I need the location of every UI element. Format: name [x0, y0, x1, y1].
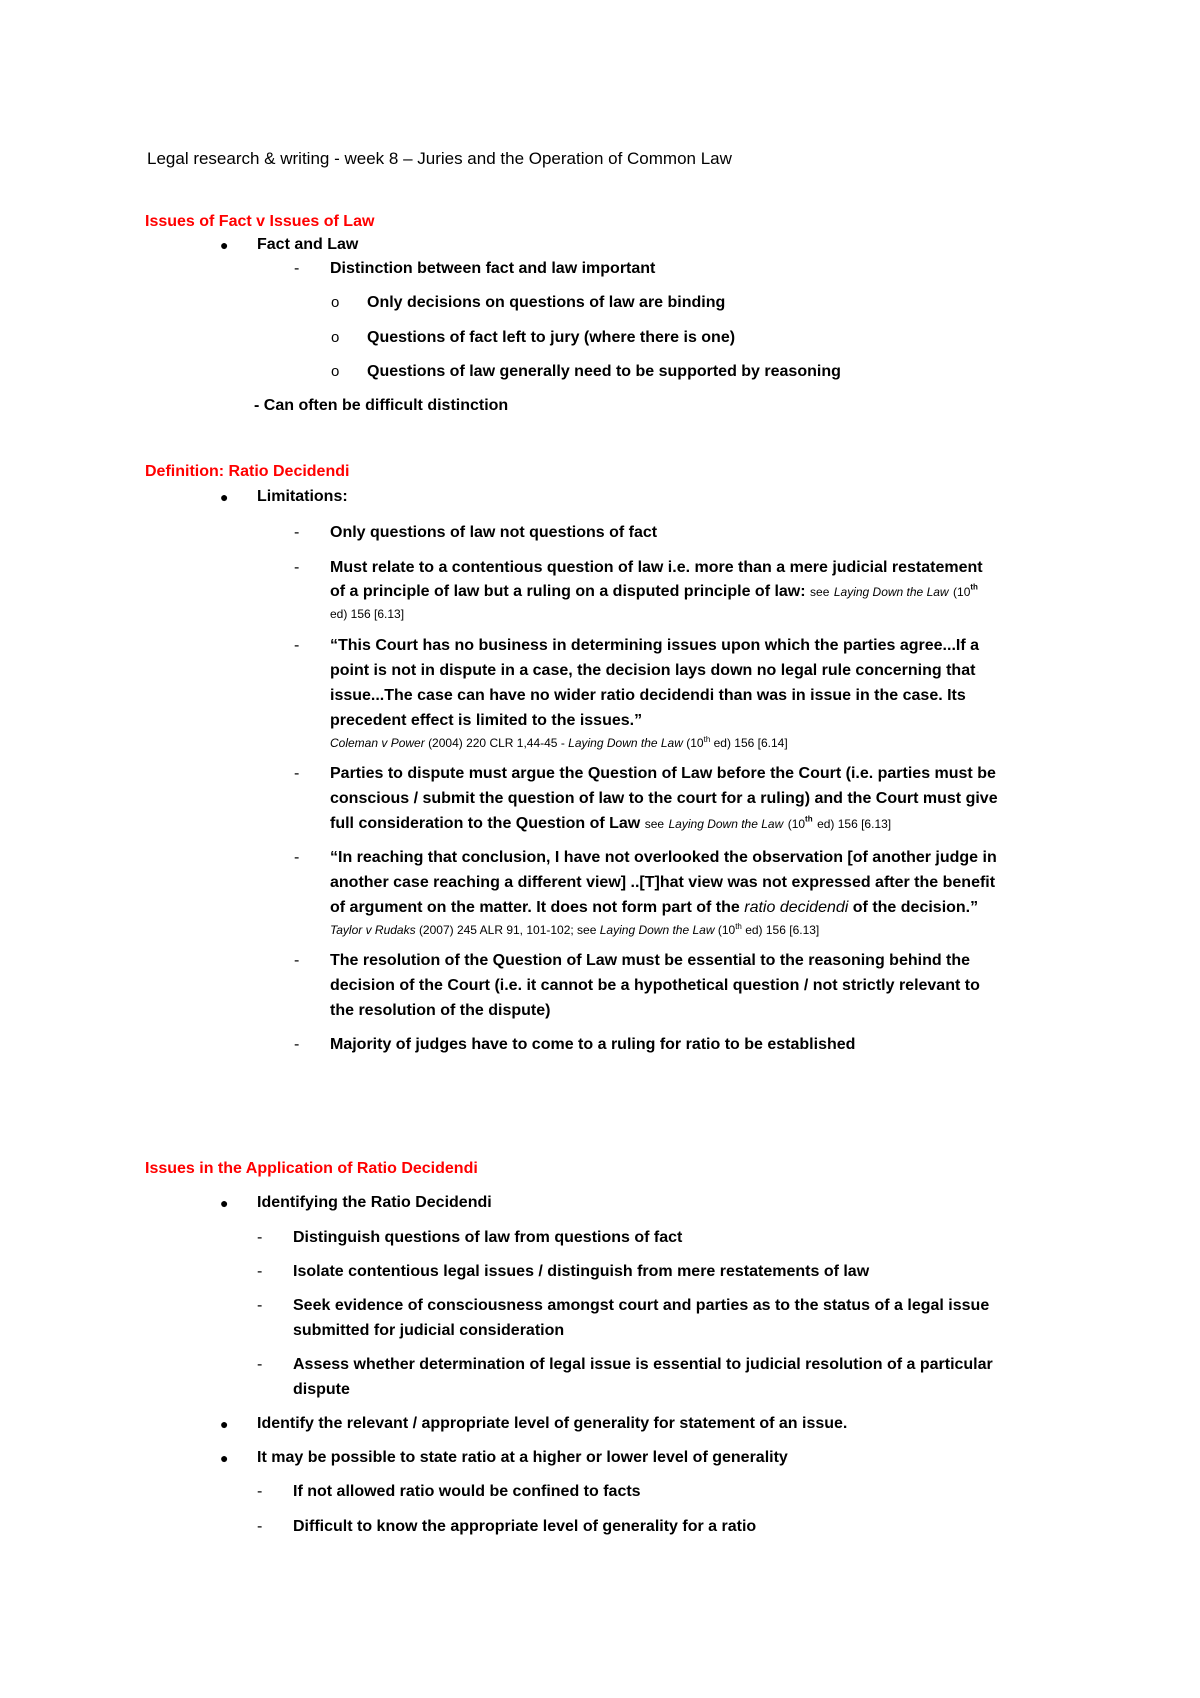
- dash-marker: -: [257, 1483, 263, 1500]
- dash-marker: -: [257, 1229, 263, 1246]
- item-assess-determination-line2: dispute: [293, 1381, 350, 1398]
- limitation-parties-argue-line3: full consideration to the Question of Law see Laying Down the Law (10th ed) 156 [6.13]: [330, 814, 892, 832]
- limitation-parties-argue-line2: conscious / submit the question of law to the court for a ruling) and the Court must give: [330, 790, 998, 807]
- limitation-majority: Majority of judges have to come to a ruling for ratio to be established: [330, 1036, 856, 1053]
- limitation-essential-line2: decision of the Court (i.e. it cannot be a hypothetical question / not strictly relevant to: [330, 977, 980, 994]
- quote-coleman-line2: point is not in dispute in a case, the decision lays down no legal rule concerning that: [330, 662, 976, 679]
- limitation-essential-line3: the resolution of the dispute): [330, 1002, 551, 1019]
- quote-taylor-line2: another case reaching a different view] ..[T]hat view was not expressed after the benefit: [330, 874, 996, 891]
- item-confined-to-facts: If not allowed ratio would be confined to facts: [293, 1483, 641, 1500]
- item-difficult-to-know: Difficult to know the appropriate level of generality for a ratio: [293, 1518, 757, 1535]
- limitation-contentious-line2: of a principle of law but a ruling on a disputed principle of law: see Laying Down the Law (10th: [330, 582, 978, 600]
- dash-marker: -: [294, 260, 300, 277]
- dash-marker: -: [257, 1263, 263, 1280]
- note-difficult-distinction: - Can often be difficult distinction: [254, 397, 509, 414]
- citation-taylor-v-rudaks: Taylor v Rudaks (2007) 245 ALR 91, 101-102; see Laying Down the Law (10th ed) 156 [6.13]: [330, 922, 820, 937]
- heading-definition-ratio-decidendi: Definition: Ratio Decidendi: [145, 463, 350, 480]
- item-isolate-contentious: Isolate contentious legal issues / distinguish from mere restatements of law: [293, 1263, 870, 1280]
- document-title: Legal research & writing - week 8 – Juries and the Operation of Common Law: [147, 149, 732, 168]
- item-seek-evidence-line2: submitted for judicial consideration: [293, 1322, 565, 1339]
- limitation-contentious-ref: ed) 156 [6.13]: [330, 607, 405, 621]
- dash-marker: -: [257, 1356, 263, 1373]
- bullet-marker: ●: [220, 237, 229, 253]
- bullet-fact-and-law: Fact and Law: [257, 236, 359, 253]
- bullet-identify-level-of-generality: Identify the relevant / appropriate level of generality for statement of an issue.: [257, 1415, 848, 1432]
- dash-marker: -: [294, 1036, 300, 1053]
- bullet-identifying-ratio: Identifying the Ratio Decidendi: [257, 1194, 492, 1211]
- limitation-essential-line1: The resolution of the Question of Law must be essential to the reasoning behind the: [330, 952, 971, 969]
- circle-marker: o: [331, 329, 340, 346]
- dash-marker: -: [294, 524, 300, 541]
- item-assess-determination-line1: Assess whether determination of legal issue is essential to judicial resolution of a particular: [293, 1356, 993, 1373]
- quote-coleman-line1: “This Court has no business in determining issues upon which the parties agree...If a: [330, 637, 980, 654]
- bullet-marker: ●: [220, 1416, 229, 1432]
- heading-issues-of-fact-v-law: Issues of Fact v Issues of Law: [145, 213, 375, 230]
- dash-marker: -: [294, 849, 300, 866]
- quote-coleman-line4: precedent effect is limited to the issues.”: [330, 712, 643, 729]
- dash-marker: -: [257, 1297, 263, 1314]
- bullet-marker: ●: [220, 1195, 229, 1211]
- circle-marker: o: [331, 363, 340, 380]
- dash-marker: -: [257, 1518, 263, 1535]
- quote-taylor-line3: of argument on the matter. It does not form part of the ratio decidendi of the decision.”: [330, 899, 979, 916]
- dash-marker: -: [294, 952, 300, 969]
- dash-marker: -: [294, 765, 300, 782]
- limitation-law-not-fact: Only questions of law not questions of fact: [330, 524, 658, 541]
- bullet-state-ratio-generality: It may be possible to state ratio at a higher or lower level of generality: [257, 1449, 788, 1466]
- quote-coleman-line3: issue...The case can have no wider ratio decidendi than was in issue in the case. Its: [330, 687, 966, 704]
- limitation-parties-argue-line1: Parties to dispute must argue the Question of Law before the Court (i.e. parties must be: [330, 765, 996, 782]
- subitem-questions-of-law: Questions of law generally need to be supported by reasoning: [367, 363, 841, 380]
- circle-marker: o: [331, 294, 340, 311]
- item-distinguish-questions: Distinguish questions of law from questions of fact: [293, 1229, 683, 1246]
- quote-taylor-line1: “In reaching that conclusion, I have not overlooked the observation [of another judge in: [330, 849, 997, 866]
- citation-coleman-v-power: Coleman v Power (2004) 220 CLR 1,44-45 - Laying Down the Law (10th ed) 156 [6.14]: [330, 735, 788, 750]
- bullet-limitations: Limitations:: [257, 488, 348, 505]
- item-seek-evidence-line1: Seek evidence of consciousness amongst court and parties as to the status of a legal issue: [293, 1297, 990, 1314]
- dash-marker: -: [294, 637, 300, 654]
- limitation-contentious-line1: Must relate to a contentious question of law i.e. more than a mere judicial restatement: [330, 559, 983, 576]
- dash-marker: -: [294, 559, 300, 576]
- subitem-binding-decisions: Only decisions on questions of law are binding: [367, 294, 726, 311]
- bullet-marker: ●: [220, 1450, 229, 1466]
- bullet-marker: ●: [220, 489, 229, 505]
- subitem-questions-of-fact: Questions of fact left to jury (where there is one): [367, 329, 736, 346]
- item-distinction-important: Distinction between fact and law important: [330, 260, 656, 277]
- heading-issues-in-application: Issues in the Application of Ratio Decidendi: [145, 1160, 478, 1177]
